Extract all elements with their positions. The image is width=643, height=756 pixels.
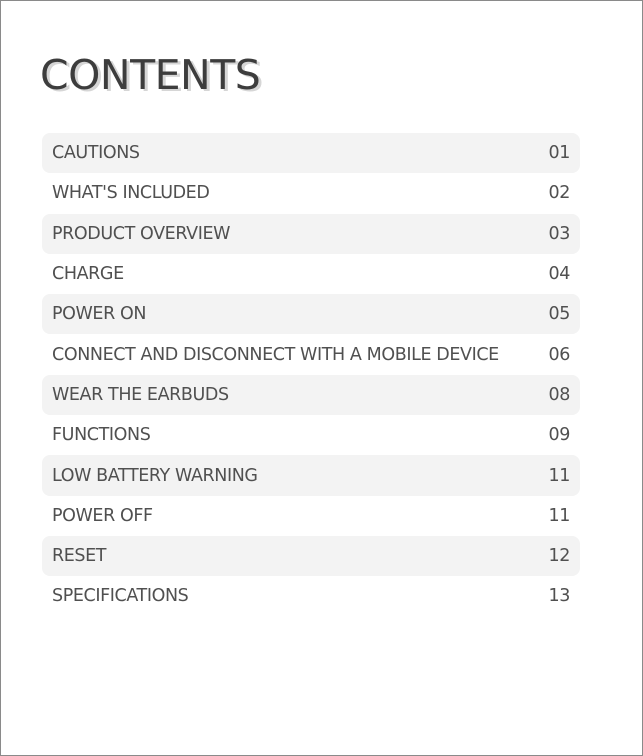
toc-entry-page-number: 02 (548, 183, 570, 204)
toc-entry-power-on[interactable] (42, 294, 580, 334)
toc-entry-reset[interactable] (42, 536, 580, 576)
toc-entry-label: CHARGE (52, 264, 124, 285)
toc-entry-low-battery-warning[interactable] (42, 455, 580, 495)
toc-entry-label: POWER ON (52, 304, 147, 325)
toc-entry-functions[interactable] (42, 415, 580, 455)
toc-entry-product-overview[interactable] (42, 214, 580, 254)
toc-entry-page-number: 03 (548, 223, 570, 244)
toc-entry-label: FUNCTIONS (52, 425, 151, 446)
toc-entry-charge[interactable] (42, 254, 580, 294)
toc-entry-page-number: 12 (548, 546, 570, 567)
toc-entry-whats-included[interactable] (42, 173, 580, 213)
toc-entry-connect-disconnect[interactable] (42, 334, 580, 374)
toc-entry-label: RESET (52, 546, 107, 567)
toc-entry-wear-the-earbuds[interactable] (42, 375, 580, 415)
toc-entry-page-number: 05 (548, 304, 570, 325)
toc-entry-specifications[interactable] (42, 576, 580, 616)
toc-entry-label: POWER OFF (52, 505, 153, 526)
toc-entry-power-off[interactable] (42, 496, 580, 536)
table-of-contents (42, 133, 580, 617)
toc-entry-label: WHAT'S INCLUDED (52, 183, 210, 204)
toc-entry-page-number: 04 (548, 264, 570, 285)
toc-entry-page-number: 13 (548, 586, 570, 607)
toc-entry-page-number: 01 (548, 143, 570, 164)
toc-entry-page-number: 11 (548, 505, 570, 526)
page-title: CONTENTS (40, 51, 261, 99)
toc-entry-label: WEAR THE EARBUDS (52, 384, 229, 405)
toc-entry-page-number: 11 (548, 465, 570, 486)
toc-entry-label: CAUTIONS (52, 143, 140, 164)
toc-entry-label: SPECIFICATIONS (52, 586, 189, 607)
toc-entry-label: CONNECT AND DISCONNECT WITH A MOBILE DEVICE (52, 344, 499, 365)
toc-entry-page-number: 08 (548, 384, 570, 405)
toc-entry-page-number: 09 (548, 425, 570, 446)
toc-entry-cautions[interactable] (42, 133, 580, 173)
toc-entry-label: LOW BATTERY WARNING (52, 465, 258, 486)
toc-entry-label: PRODUCT OVERVIEW (52, 223, 231, 244)
toc-entry-page-number: 06 (548, 344, 570, 365)
